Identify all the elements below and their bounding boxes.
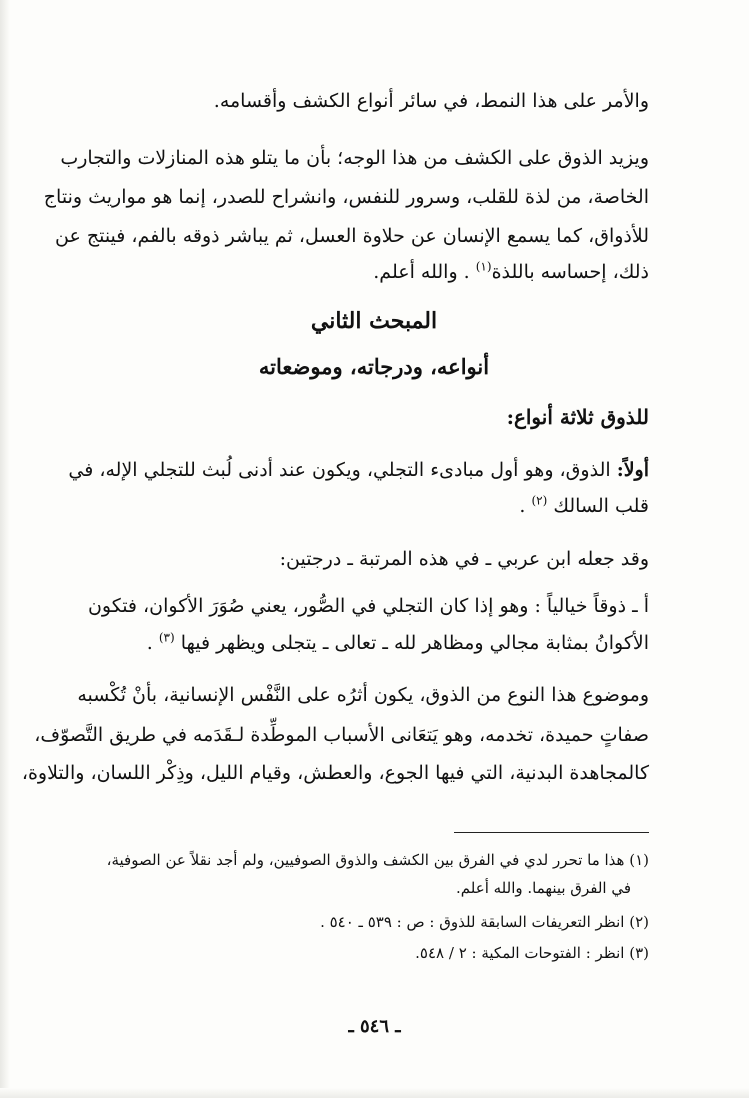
alef-cont — [99, 628, 649, 658]
first-text: الذوق، وهو أول مبادىء التجلي، ويكون عند أدنى لُبث للتجلي الإله، في — [68, 459, 617, 481]
footnote-1: (١) هذا ما تحرر لدي في الفرق بين الكشف والذوق الصوفيين، ولم أجد نقلاً عن الصوفية، — [106, 851, 649, 869]
body-line-5 — [99, 257, 649, 287]
scan-edge-left — [0, 0, 10, 1098]
topic-line-1: وموضوع هذا النوع من الذوق، يكون أثرُه على النَّفْس الإنسانية، بأنْ تُكْسبه — [77, 684, 649, 706]
footnote-2: (٢) انظر التعريفات السابقة للذوق : ص : ٥٣٩ ـ ٥٤٠ . — [320, 913, 649, 931]
section-subtitle: أنواعه، ودرجاته، وموضعاته — [258, 354, 490, 379]
alef-end: . — [146, 632, 159, 654]
types-heading: للذوق ثلاثة أنواع: — [506, 405, 649, 429]
first-type-line — [68, 455, 649, 485]
body-line-3: الخاصة، من لذة للقلب، وسرور للنفس، وانشراح للصدر، إنما هو مواريث ونتاج — [43, 186, 649, 208]
footnote-marker-2: (٢) — [531, 493, 548, 508]
scan-edge-bottom — [0, 1088, 749, 1098]
footnote-1-cont: في الفرق بينهما. والله أعلم. — [456, 879, 631, 897]
footnote-marker-1: (١) — [475, 259, 492, 274]
topic-line-2: صفاتٍ حميدة، تخدمه، وهو يَتعَانى الأسباب الموطِّدة لـقَدَمه في طريق التَّصوّف، — [34, 724, 649, 746]
alef-line: أ ـ ذوقاً خيالياً : وهو إذا كان التجلي في الصُّور، يعني صُوَرَ الأكوان، فتكون — [87, 595, 649, 617]
page-number: ـ ٥٤٦ ـ — [348, 1016, 401, 1037]
section-title: المبحث الثاني — [310, 308, 438, 334]
first-end: . — [519, 495, 532, 517]
first-cont-text: قلب السالك — [553, 495, 649, 517]
body-line-5-tail: . والله أعلم. — [373, 261, 476, 283]
body-line-5-text: ذلك، إحساسه باللذة — [491, 261, 649, 283]
topic-line-3: كالمجاهدة البدنية، التي فيها الجوع، والعطش، وقيام الليل، وذِكْر اللسان، والتلاوة، — [21, 762, 649, 784]
footnote-marker-3: (٣) — [158, 630, 175, 645]
body-line-2: ويزيد الذوق على الكشف من هذا الوجه؛ بأن ما يتلو هذه المنازلات والتجارب — [60, 147, 649, 169]
footnote-separator — [454, 832, 649, 833]
first-label: أولاً: — [616, 459, 649, 481]
ibn-arabi-line: وقد جعله ابن عربي ـ في هذه المرتبة ـ درجتين: — [279, 548, 649, 570]
alef-cont-text: الأكوانُ بمثابة مجالي ومظاهر لله ـ تعالى ـ يتجلى ويظهر فيها — [180, 632, 649, 654]
first-type-cont — [99, 491, 649, 521]
footnote-3: (٣) انظر : الفتوحات المكية : ٢ / ٥٤٨. — [415, 944, 649, 962]
body-line-4: للأذواق، كما يسمع الإنسان عن حلاوة العسل، ثم يباشر ذوقه بالفم، فينتج عن — [54, 225, 649, 247]
body-line-1: والأمر على هذا النمط، في سائر أنواع الكشف وأقسامه. — [213, 90, 649, 112]
